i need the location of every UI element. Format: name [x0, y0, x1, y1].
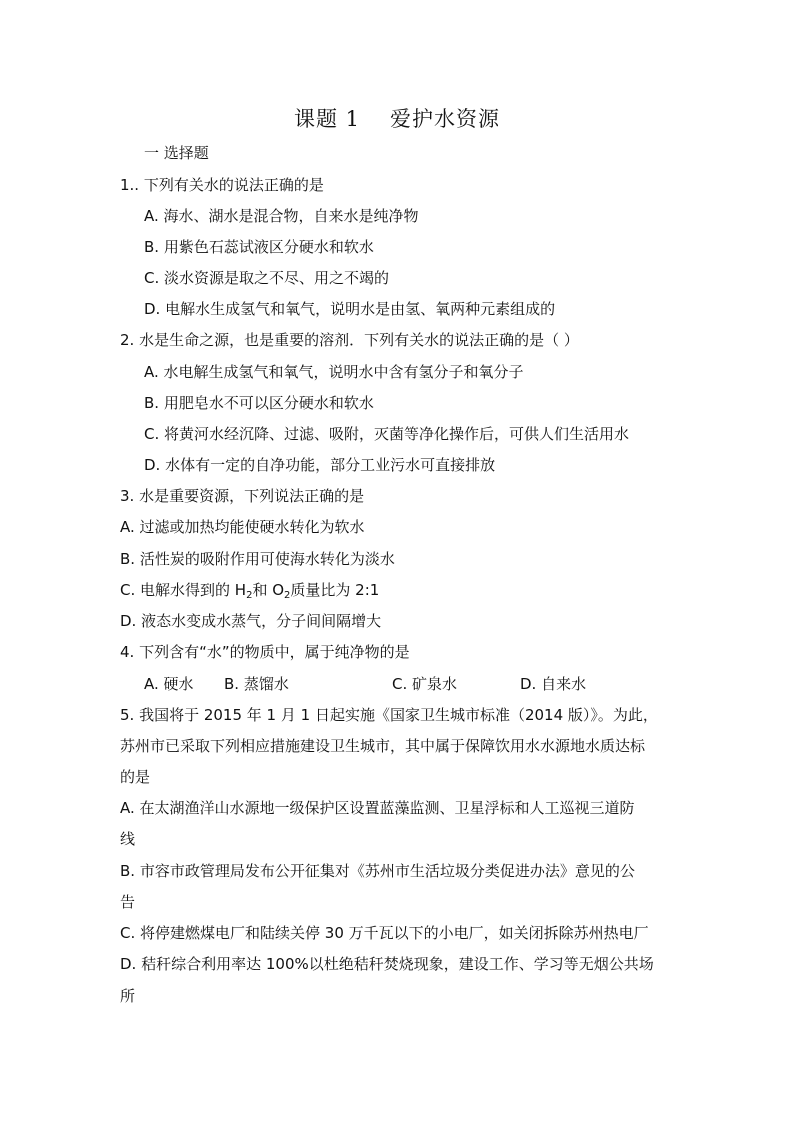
q5-stem-line-1: 5. 我国将于 2015 年 1 月 1 日起实施《国家卫生城市标准（2014 版）》。为此， [120, 706, 658, 724]
q1-option-a: A. 海水、湖水是混合物，自来水是纯净物 [144, 207, 419, 225]
q4-options [144, 674, 586, 694]
q1-option-d: D. 电解水生成氢气和氧气，说明水是由氢、氧两种元素组成的 [144, 300, 556, 318]
q4-option-d: D. 自来水 [520, 675, 587, 693]
q5-stem-line-2: 苏州市已采取下列相应措施建设卫生城市，其中属于保障饮用水水源地水质达标 [120, 737, 646, 755]
q3-option-c-text-1: C. 电解水得到的 H [120, 581, 247, 599]
q2-option-a: A. 水电解生成氢气和氧气，说明水中含有氢分子和氧分子 [144, 363, 524, 381]
q5-option-a-line-2: 线 [120, 830, 136, 848]
q3-option-c-text-3: 质量比为 2:1 [290, 581, 380, 599]
page-title [0, 103, 794, 133]
q5-stem-line-3: 的是 [120, 768, 151, 786]
q3-option-c-text-2: 和 O [252, 581, 285, 599]
q2-option-c: C. 将黄河水经沉降、过滤、吸附，灭菌等净化操作后，可供人们生活用水 [144, 425, 630, 443]
q5-option-b-line-1: B. 市容市政管理局发布公开征集对《苏州市生活垃圾分类促进办法》意见的公 [120, 862, 635, 880]
q3-option-c [120, 580, 379, 606]
q2-option-b: B. 用肥皂水不可以区分硬水和软水 [144, 394, 374, 412]
q2-option-d: D. 水体有一定的自净功能，部分工业污水可直接排放 [144, 456, 496, 474]
section-heading: 一 选择题 [144, 144, 209, 162]
q3-option-d: D. 液态水变成水蒸气，分子间间隔增大 [120, 612, 382, 630]
q1-option-b: B. 用紫色石蕊试液区分硬水和软水 [144, 238, 374, 256]
q5-option-d-line-1: D. 秸秆综合利用率达 100%以杜绝秸秆焚烧现象，建设工作、学习等无烟公共场 [120, 955, 654, 973]
title-topic: 爱护水资源 [390, 107, 501, 131]
q3-option-a: A. 过滤或加热均能使硬水转化为软水 [120, 518, 365, 536]
q5-option-d-line-2: 所 [120, 987, 136, 1005]
q2-stem: 2. 水是生命之源，也是重要的溶剂．下列有关水的说法正确的是（ ） [120, 331, 579, 349]
title-lesson-number: 课题 1 [293, 107, 361, 131]
subscript-2: 2 [284, 590, 291, 601]
q3-option-b: B. 活性炭的吸附作用可使海水转化为淡水 [120, 550, 395, 568]
q1-option-c: C. 淡水资源是取之不尽、用之不竭的 [144, 269, 390, 287]
q5-option-b-line-2: 告 [120, 893, 136, 911]
q3-stem: 3. 水是重要资源，下列说法正确的是 [120, 487, 365, 505]
q4-option-c: C. 矿泉水 [392, 675, 458, 693]
q4-option-b: B. 蒸馏水 [224, 675, 289, 693]
q5-option-a-line-1: A. 在太湖渔洋山水源地一级保护区设置蓝藻监测、卫星浮标和人工巡视三道防 [120, 799, 635, 817]
q1-stem: 1.. 下列有关水的说法正确的是 [120, 176, 324, 194]
q5-option-c: C. 将停建燃煤电厂和陆续关停 30 万千瓦以下的小电厂，如关闭拆除苏州热电厂 [120, 924, 649, 942]
q4-option-a: A. 硬水 [144, 675, 194, 693]
q4-stem: 4. 下列含有“水”的物质中，属于纯净物的是 [120, 643, 410, 661]
subscript-2: 2 [246, 590, 253, 601]
